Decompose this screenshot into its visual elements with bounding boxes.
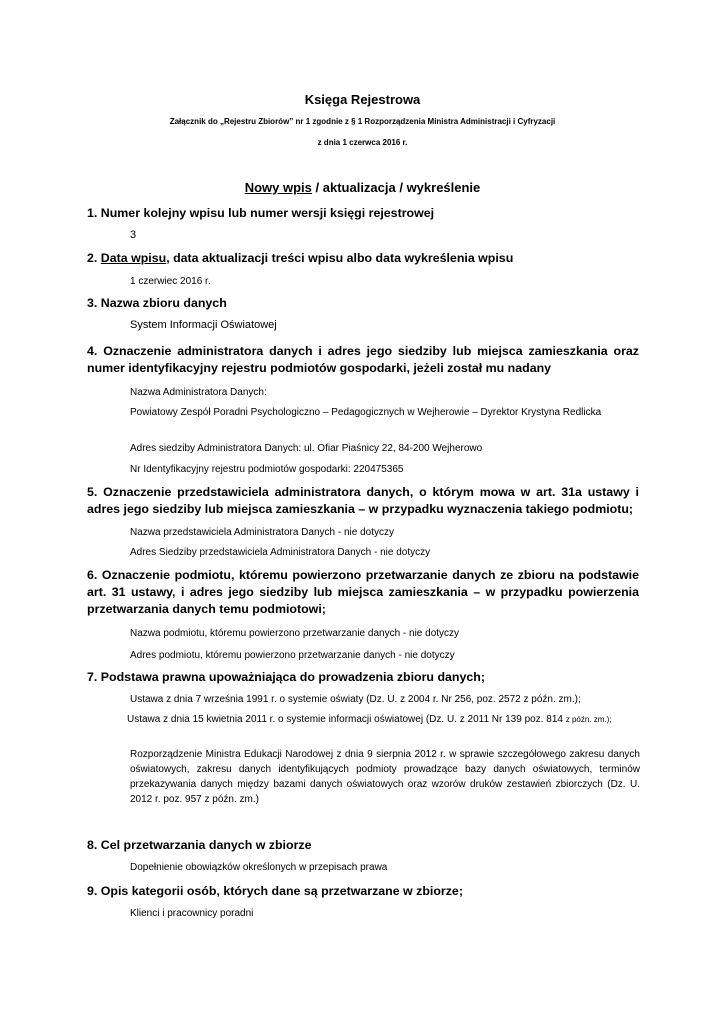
section-2-prefix: 2. [87, 251, 101, 265]
section-6-name: Nazwa podmiotu, któremu powierzono przetwarzanie danych - nie dotyczy [130, 628, 460, 639]
section-2-underlined: Data wpisu [100, 251, 167, 265]
section-6-title: 6. Oznaczenie podmiotu, któremu powierzono przetwarzanie danych ze zbioru na podstawie art. 31 ustawy, i adres jego siedziby lub miejsca zamieszkania – w przypadku powierzenia przetwarzania danych temu podmiotowi; [87, 568, 639, 616]
section-4-name-value: Powiatowy Zespół Poradni Psychologiczno – Pedagogicznych w Wejherowie – Dyrektor Krystyna Redlicka [130, 407, 602, 418]
section-2-value: 1 czerwiec 2016 r. [130, 276, 211, 287]
section-3-value: System Informacji Oświatowej [130, 319, 277, 331]
section-8-value: Dopełnienie obowiązków określonych w przepisach prawa [130, 862, 388, 873]
section-9-value: Klienci i pracownicy poradni [130, 908, 254, 919]
section-7-law-3: Rozporządzenie Ministra Edukacji Narodowej z dnia 9 sierpnia 2012 r. w sprawie szczegółowego zakresu danych oświatowych, zakresu danych identyfikujących podmioty prowadzące bazy danych oświatowych, terminów przekazywania danych między bazami danych oświatowych oraz wzorów druków zestawień zbiorczych (Dz. U. 2012 r. poz. 957 z późn. zm.) [130, 749, 640, 805]
page-title: Księga Rejestrowa [304, 92, 421, 107]
subtitle-attachment: Załącznik do „Rejestru Zbiorów” nr 1 zgodnie z § 1 Rozporządzenia Ministra Administracji i Cyfryzacji [169, 117, 556, 126]
section-1-value: 3 [130, 229, 137, 241]
section-4-address: Adres siedziby Administratora Danych: ul. Ofiar Piaśnicy 22, 84-200 Wejherowo [130, 443, 483, 454]
section-9-title: 9. Opis kategorii osób, których dane są przetwarzane w zbiorze; [87, 884, 463, 898]
section-6-address: Adres podmiotu, któremu powierzono przetwarzanie danych - nie dotyczy [130, 650, 455, 661]
section-1-title: 1. Numer kolejny wpisu lub numer wersji księgi rejestrowej [87, 206, 435, 220]
section-4-name-label: Nazwa Administratora Danych: [130, 387, 267, 398]
section-7-law-2 [87, 712, 639, 728]
section-3-title: 3. Nazwa zbioru danych [87, 296, 227, 310]
section-4-title: 4. Oznaczenie administratora danych i adres jego siedziby lub miejsca zamieszkania oraz numer identyfikacyjny rejestru podmiotów gospodarki, jeżeli został mu nadany [87, 344, 639, 375]
section-7-law-2-main: Ustawa z dnia 15 kwietnia 2011 r. o systemie informacji oświatowej (Dz. U. z 2011 Nr 139 poz. 814 [127, 714, 566, 725]
section-2-title [87, 250, 639, 267]
entry-type-selected: Nowy wpis [244, 180, 312, 195]
section-4-regon: Nr Identyfikacyjny rejestru podmiotów gospodarki: 220475365 [130, 464, 404, 475]
section-7-law-2-small: z późn. zm.); [565, 715, 612, 724]
section-7-law-1: Ustawa z dnia 7 września 1991 r. o systemie oświaty (Dz. U. z 2004 r. Nr 256, poz. 2572 z późn. zm.); [130, 694, 581, 705]
section-2-rest: , data aktualizacji treści wpisu albo data wykreślenia wpisu [166, 251, 514, 265]
section-5-address: Adres Siedziby przedstawiciela Administratora Danych - nie dotyczy [130, 547, 431, 558]
section-7-title: 7. Podstawa prawna upoważniająca do prowadzenia zbioru danych; [87, 670, 485, 684]
section-5-title: 5. Oznaczenie przedstawiciela administratora danych, o którym mowa w art. 31a ustawy i adres jego siedziby lub miejsca zamieszkania – w przypadku wyznaczenia takiego podmiotu; [87, 485, 639, 516]
subtitle-date: z dnia 1 czerwca 2016 r. [317, 138, 408, 147]
entry-type [0, 180, 725, 195]
section-5-name: Nazwa przedstawiciela Administratora Danych - nie dotyczy [130, 527, 394, 538]
entry-type-options: / aktualizacja / wykreślenie [311, 180, 481, 195]
section-8-title: 8. Cel przetwarzania danych w zbiorze [87, 838, 312, 852]
